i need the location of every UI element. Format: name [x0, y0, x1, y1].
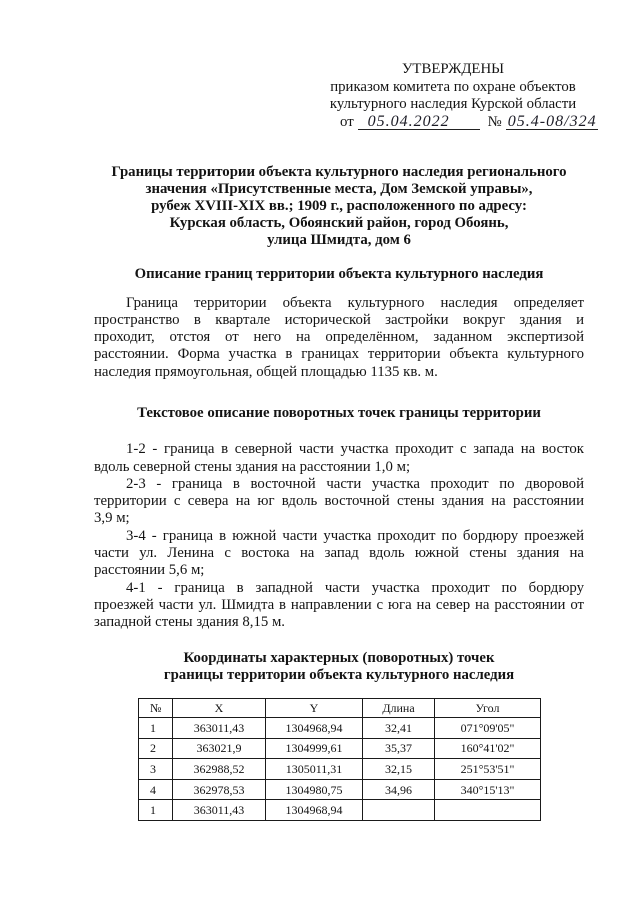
segment-paragraph-2-3 — [94, 476, 584, 528]
table-cell: 340°15'13" — [435, 779, 541, 800]
handwritten-date-field: 05.04.2022 — [358, 115, 480, 130]
segment-paragraph-3-4 — [94, 528, 584, 580]
paragraph-line: расстоянии. Форма участка в границах территории объекта культурного — [94, 346, 584, 363]
table-cell: 363011,43 — [173, 718, 266, 739]
number-sign: № — [487, 113, 502, 130]
table-header-row — [139, 699, 541, 718]
table-cell: 363021,9 — [173, 738, 266, 759]
approval-block — [318, 61, 597, 131]
paragraph-line: 3-4 - граница в южной части участка проходит по бордюру проезжей — [126, 527, 584, 544]
section-heading-boundary-description: Описание границ территории объекта культурного наследия — [134, 265, 544, 282]
approval-order-line: приказом комитета по охране объектов — [330, 78, 576, 95]
table-cell: 1304999,61 — [266, 738, 363, 759]
table-cell: 071°09'05" — [435, 718, 541, 739]
coordinates-table — [138, 698, 541, 821]
approval-reference-line — [318, 112, 597, 132]
boundary-description-paragraph — [94, 295, 584, 381]
paragraph-line: 1-2 - граница в северной части участка проходит с запада на восток — [126, 441, 584, 458]
title-line: Границы территории объекта культурного наследия регионального — [111, 163, 567, 180]
table-cell: 160°41'02" — [435, 738, 541, 759]
title-line: рубеж XVIII-XIX вв.; 1909 г., расположенного по адресу: — [151, 197, 527, 214]
table-cell: 1304968,94 — [266, 800, 363, 821]
paragraph-line: 3,9 м; — [94, 510, 130, 527]
approval-heading: УТВЕРЖДЕНЫ — [401, 61, 505, 77]
paragraph-line: Граница территории объекта культурного наследия определяет — [126, 294, 584, 311]
document-title — [94, 164, 584, 250]
table-cell — [363, 800, 435, 821]
heading-line: границы территории объекта культурного наследия — [163, 666, 515, 683]
paragraph-line: пространство в квартале исторической застройки вокруг здания и — [94, 311, 584, 328]
paragraph-line: расстоянии 5,6 м; — [94, 562, 205, 579]
table-cell: 1305011,31 — [266, 759, 363, 780]
table-row — [139, 800, 541, 821]
table-cell: 362978,53 — [173, 779, 266, 800]
paragraph-line: части ул. Ленина с востока на запад вдоль южной стены здания на — [94, 545, 584, 562]
segment-paragraph-4-1 — [94, 580, 584, 632]
table-cell: 2 — [139, 738, 173, 759]
turning-points-description — [94, 441, 584, 631]
title-line: значения «Присутственные места, Дом Земской управы», — [145, 180, 533, 197]
table-cell — [435, 800, 541, 821]
table-cell: 1 — [139, 718, 173, 739]
table-cell: 251°53'51" — [435, 759, 541, 780]
paragraph-line: проходит, отстоя от него на определённом, заданном экспертизой — [94, 329, 584, 346]
segment-paragraph-1-2 — [94, 441, 584, 476]
handwritten-number-field: 05.4-08/324 — [507, 112, 597, 130]
table-row — [139, 779, 541, 800]
paragraph-line: наследия прямоугольная, общей площадью 1135 кв. м. — [94, 363, 438, 380]
paragraph-line: 4-1 - граница в западной части участка проходит по бордюру — [126, 579, 584, 596]
paragraph-line: территории с севера на юг вдоль восточной стены здания на расстоянии — [94, 493, 584, 510]
table-header-cell: № — [139, 699, 173, 718]
paragraph-line: 2-3 - граница в восточной части участка проходит по дворовой — [126, 475, 584, 492]
table-cell: 34,96 — [363, 779, 435, 800]
paragraph-line: вдоль северной стены здания на расстоянии 1,0 м; — [94, 458, 411, 475]
approval-order-line: культурного наследия Курской области — [329, 96, 577, 112]
table-cell: 363011,43 — [173, 800, 266, 821]
heading-line: Координаты характерных (поворотных) точек — [183, 649, 495, 666]
date-prefix: от — [340, 113, 354, 130]
paragraph-line: проезжей части ул. Шмидта в направлении с юга на север на расстоянии от — [94, 596, 584, 613]
table-header-cell: Угол — [435, 699, 541, 718]
table-cell: 1304980,75 — [266, 779, 363, 800]
paragraph-line: западной стены здания 8,15 м. — [94, 614, 286, 631]
title-line: улица Шмидта, дом 6 — [267, 232, 411, 249]
table-cell: 1 — [139, 800, 173, 821]
section-heading-turning-points: Текстовое описание поворотных точек границы территории — [137, 405, 541, 421]
table-cell: 3 — [139, 759, 173, 780]
title-line: Курская область, Обоянский район, город Обоянь, — [169, 215, 509, 232]
table-cell: 35,37 — [363, 738, 435, 759]
table-cell: 32,15 — [363, 759, 435, 780]
coordinates-table-heading — [94, 650, 584, 684]
table-header-cell: X — [173, 699, 266, 718]
table-cell: 1304968,94 — [266, 718, 363, 739]
table-header-cell: Длина — [363, 699, 435, 718]
table-cell: 4 — [139, 779, 173, 800]
table-header-cell: Y — [266, 699, 363, 718]
table-cell: 32,41 — [363, 718, 435, 739]
table-row — [139, 738, 541, 759]
table-row — [139, 718, 541, 739]
table-cell: 362988,52 — [173, 759, 266, 780]
table-row — [139, 759, 541, 780]
